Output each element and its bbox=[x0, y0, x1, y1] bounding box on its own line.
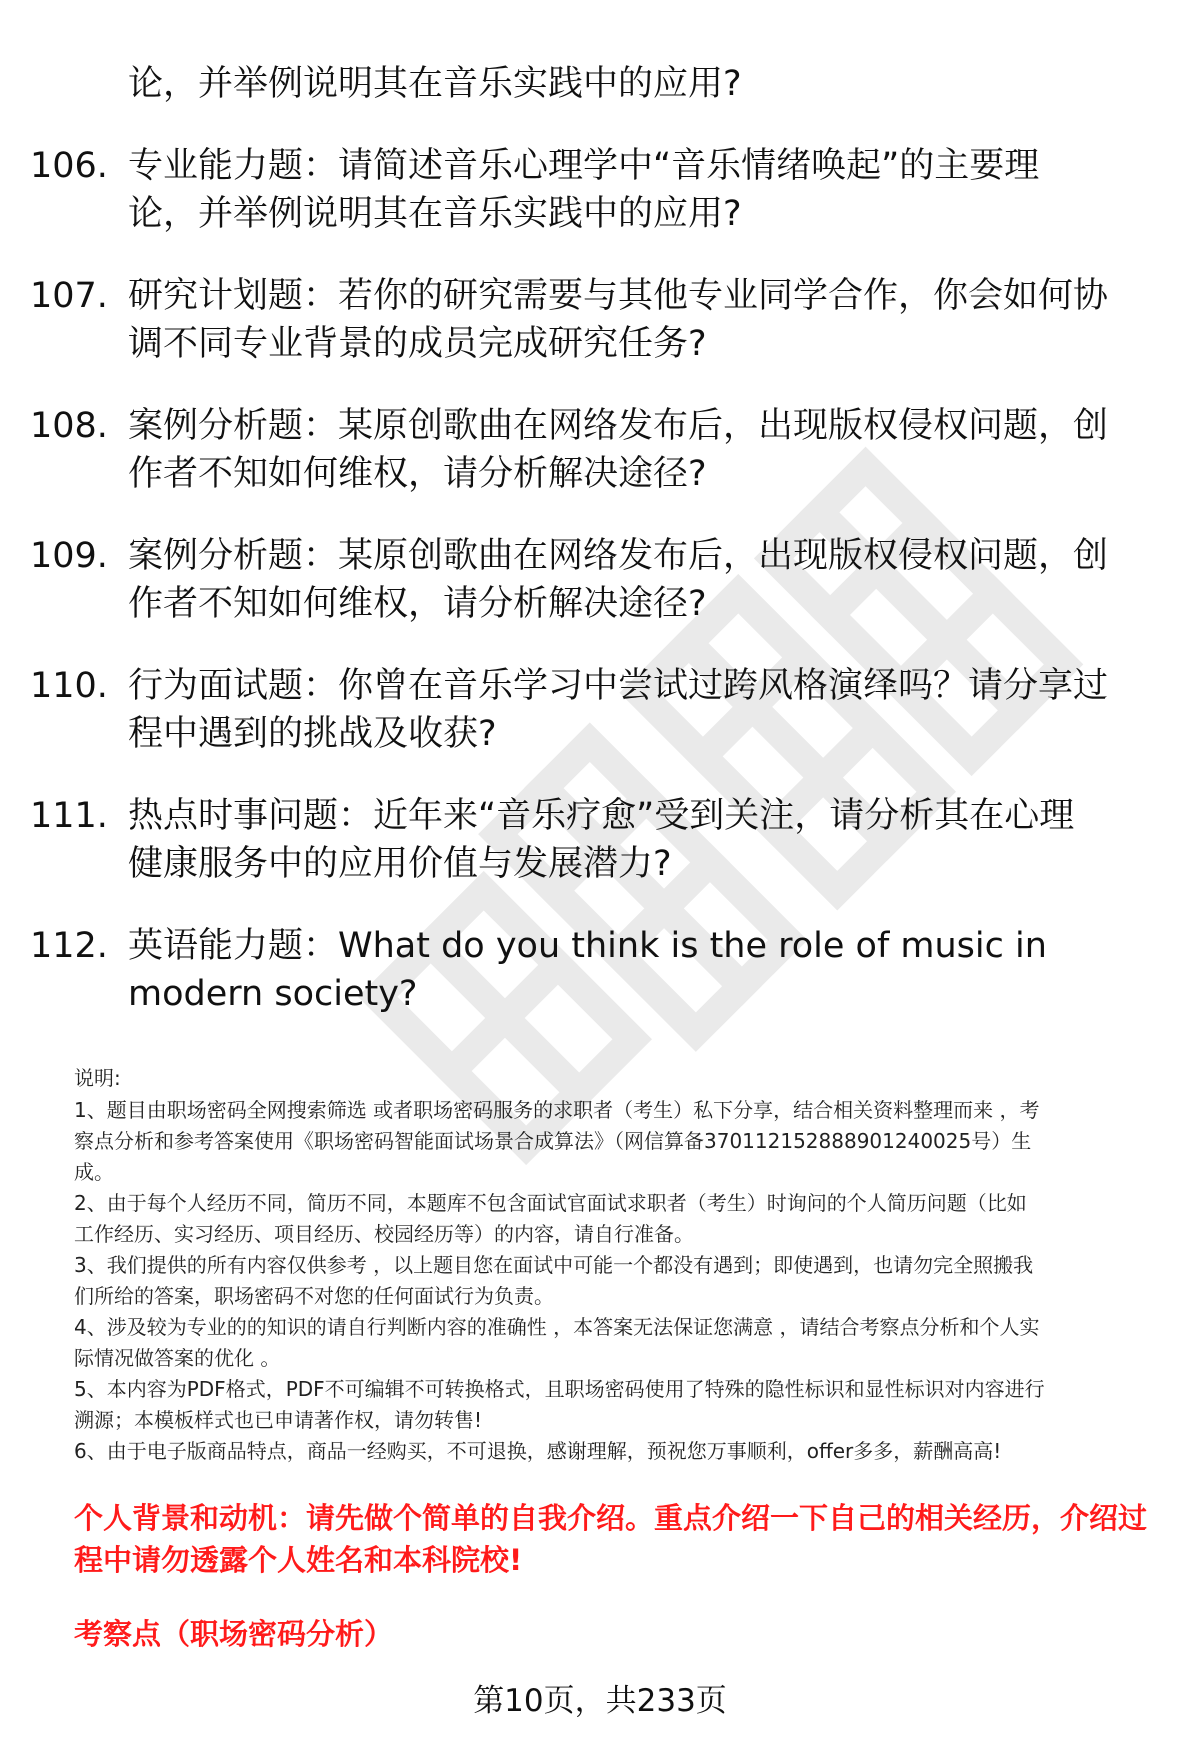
note-item: 1、题目由职场密码全网搜索筛选 或者职场密码服务的求职者（考生）私下分享，结合相关资料整理而来 ，考 察点分析和参考答案使用《职场密码智能面试场景合成算法》（网信算备370112152888901240025号）生 成。 bbox=[74, 1098, 1040, 1184]
question-number: 106. bbox=[30, 146, 108, 186]
question-item bbox=[30, 532, 1170, 628]
note-item: 5、本内容为PDF格式，PDF不可编辑不可转换格式，且职场密码使用了特殊的隐性标识和显性标识对内容进行 溯源；本模板样式也已申请著作权，请勿转售! bbox=[74, 1377, 1045, 1432]
question-text: 研究计划题：若你的研究需要与其他专业同学合作，你会如何协 调不同专业背景的成员完成研究任务? bbox=[128, 276, 1109, 364]
question-number: 109. bbox=[30, 536, 108, 576]
question-item bbox=[30, 792, 1170, 888]
note-item: 2、由于每个人经历不同，简历不同，本题库不包含面试官面试求职者（考生）时询问的个人简历问题（比如 工作经历、实习经历、项目经历、校园经历等）的内容，请自行准备。 bbox=[74, 1191, 1027, 1246]
note-item: 6、由于电子版商品特点，商品一经购买，不可退换，感谢理解，预祝您万事顺利，offer多多，薪酬高高! bbox=[74, 1439, 1002, 1463]
question-number: 108. bbox=[30, 406, 108, 446]
question-number: 111. bbox=[30, 796, 108, 836]
question-text: 专业能力题：请简述音乐心理学中“音乐情绪唤起”的主要理 论，并举例说明其在音乐实践中的应用? bbox=[128, 146, 1040, 234]
question-number: 112. bbox=[30, 926, 108, 966]
question-text: 热点时事问题：近年来“音乐疗愈”受到关注，请分析其在心理 健康服务中的应用价值与发展潜力? bbox=[128, 796, 1075, 884]
note-item: 4、涉及较为专业的的知识的请自行判断内容的准确性 ，本答案无法保证您满意 ，请结合考察点分析和个人实 际情况做答案的优化 。 bbox=[74, 1315, 1040, 1370]
question-list bbox=[30, 142, 1170, 1052]
question-text: 案例分析题：某原创歌曲在网络发布后，出现版权侵权问题，创 作者不知如何维权，请分析解决途径? bbox=[128, 536, 1109, 624]
section-title: 个人背景和动机：请先做个简单的自我介绍。重点介绍一下自己的相关经历，介绍过程中请勿透露个人姓名和本科院校! bbox=[74, 1501, 1148, 1577]
question-text: 行为面试题：你曾在音乐学习中尝试过跨风格演绎吗？请分享过 程中遇到的挑战及收获? bbox=[128, 666, 1109, 754]
note-item: 3、我们提供的所有内容仅供参考 ，以上题目您在面试中可能一个都没有遇到；即使遇到，也请勿完全照搬我 们所给的答案，职场密码不对您的任何面试行为负责。 bbox=[74, 1253, 1034, 1308]
question-text: 案例分析题：某原创歌曲在网络发布后，出现版权侵权问题，创 作者不知如何维权，请分析解决途径? bbox=[128, 406, 1109, 494]
question-item bbox=[30, 402, 1170, 498]
question-number: 107. bbox=[30, 276, 108, 316]
question-item bbox=[30, 662, 1170, 758]
analysis-title: 考察点（职场密码分析） bbox=[74, 1617, 394, 1651]
question-item bbox=[30, 272, 1170, 368]
page-number: 第10页，共233页 bbox=[473, 1683, 727, 1719]
question-number: 110. bbox=[30, 666, 108, 706]
question-item bbox=[30, 922, 1170, 1018]
question-continuation: 论，并举例说明其在音乐实践中的应用? bbox=[128, 64, 742, 104]
notes-title: 说明: bbox=[74, 1066, 121, 1090]
question-item bbox=[30, 142, 1170, 238]
question-text: 英语能力题：What do you think is the role of music in modern society? bbox=[128, 926, 1047, 1014]
notes-block bbox=[74, 1063, 1164, 1467]
